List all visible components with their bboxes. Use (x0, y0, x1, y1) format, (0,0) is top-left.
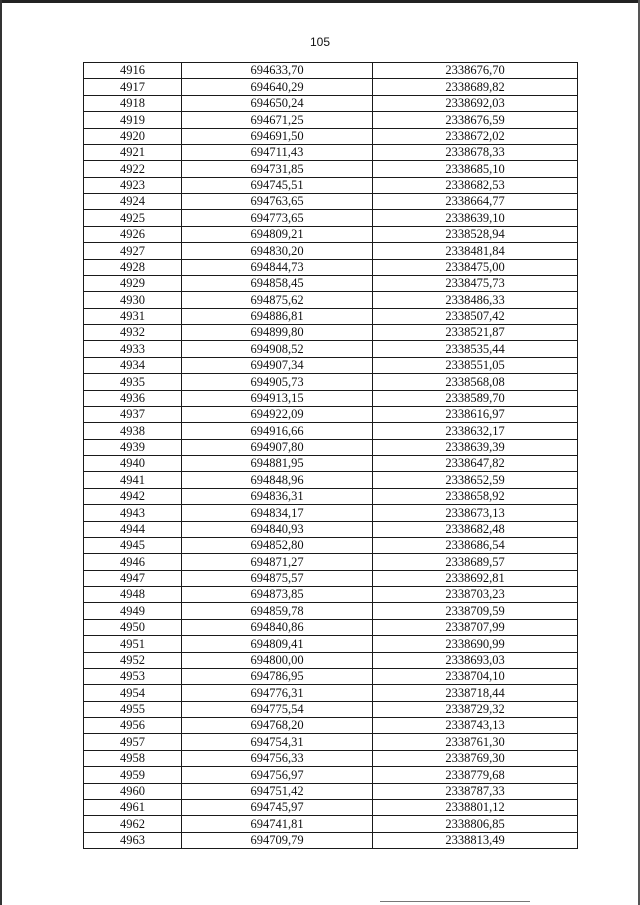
y-coordinate-cell: 2338589,70 (373, 390, 578, 406)
x-coordinate-cell: 694830,20 (182, 243, 373, 259)
y-coordinate-cell: 2338704,10 (373, 668, 578, 684)
table-row (84, 587, 578, 603)
table-row (84, 767, 578, 783)
y-coordinate-cell: 2338664,77 (373, 194, 578, 210)
x-coordinate-cell: 694640,29 (182, 79, 373, 95)
point-number-cell: 4936 (84, 390, 182, 406)
x-coordinate-cell: 694800,00 (182, 652, 373, 668)
point-number-cell: 4916 (84, 63, 182, 79)
x-coordinate-cell: 694834,17 (182, 505, 373, 521)
table-row (84, 603, 578, 619)
x-coordinate-cell: 694908,52 (182, 341, 373, 357)
scan-left-edge (0, 0, 2, 905)
point-number-cell: 4919 (84, 112, 182, 128)
table-row (84, 488, 578, 504)
point-number-cell: 4938 (84, 423, 182, 439)
point-number-cell: 4957 (84, 734, 182, 750)
table-row (84, 685, 578, 701)
point-number-cell: 4917 (84, 79, 182, 95)
table-row (84, 472, 578, 488)
table-row (84, 783, 578, 799)
y-coordinate-cell: 2338639,39 (373, 439, 578, 455)
point-number-cell: 4945 (84, 537, 182, 553)
point-number-cell: 4935 (84, 374, 182, 390)
point-number-cell: 4953 (84, 668, 182, 684)
point-number-cell: 4928 (84, 259, 182, 275)
y-coordinate-cell: 2338481,84 (373, 243, 578, 259)
x-coordinate-cell: 694756,97 (182, 767, 373, 783)
y-coordinate-cell: 2338743,13 (373, 718, 578, 734)
y-coordinate-cell: 2338521,87 (373, 325, 578, 341)
y-coordinate-cell: 2338689,57 (373, 554, 578, 570)
y-coordinate-cell: 2338690,99 (373, 636, 578, 652)
y-coordinate-cell: 2338673,13 (373, 505, 578, 521)
x-coordinate-cell: 694905,73 (182, 374, 373, 390)
table-row (84, 210, 578, 226)
x-coordinate-cell: 694671,25 (182, 112, 373, 128)
table-row (84, 456, 578, 472)
point-number-cell: 4952 (84, 652, 182, 668)
y-coordinate-cell: 2338689,82 (373, 79, 578, 95)
table-row (84, 79, 578, 95)
x-coordinate-cell: 694844,73 (182, 259, 373, 275)
point-number-cell: 4948 (84, 587, 182, 603)
point-number-cell: 4931 (84, 308, 182, 324)
x-coordinate-cell: 694709,79 (182, 832, 373, 848)
x-coordinate-cell: 694786,95 (182, 668, 373, 684)
y-coordinate-cell: 2338813,49 (373, 832, 578, 848)
table-row (84, 423, 578, 439)
x-coordinate-cell: 694840,93 (182, 521, 373, 537)
table-row (84, 570, 578, 586)
table-row (84, 718, 578, 734)
y-coordinate-cell: 2338676,70 (373, 63, 578, 79)
table-row (84, 816, 578, 832)
point-number-cell: 4951 (84, 636, 182, 652)
table-row (84, 390, 578, 406)
table-row (84, 537, 578, 553)
point-number-cell: 4941 (84, 472, 182, 488)
x-coordinate-cell: 694754,31 (182, 734, 373, 750)
point-number-cell: 4937 (84, 406, 182, 422)
table-row (84, 112, 578, 128)
y-coordinate-cell: 2338686,54 (373, 537, 578, 553)
table-row (84, 734, 578, 750)
point-number-cell: 4932 (84, 325, 182, 341)
y-coordinate-cell: 2338707,99 (373, 619, 578, 635)
table-row (84, 554, 578, 570)
table-row (84, 144, 578, 160)
y-coordinate-cell: 2338632,17 (373, 423, 578, 439)
table-row (84, 308, 578, 324)
x-coordinate-cell: 694633,70 (182, 63, 373, 79)
x-coordinate-cell: 694859,78 (182, 603, 373, 619)
point-number-cell: 4933 (84, 341, 182, 357)
table-row (84, 636, 578, 652)
point-number-cell: 4956 (84, 718, 182, 734)
y-coordinate-cell: 2338672,02 (373, 128, 578, 144)
point-number-cell: 4934 (84, 357, 182, 373)
y-coordinate-cell: 2338769,30 (373, 750, 578, 766)
point-number-cell: 4962 (84, 816, 182, 832)
y-coordinate-cell: 2338568,08 (373, 374, 578, 390)
y-coordinate-cell: 2338685,10 (373, 161, 578, 177)
y-coordinate-cell: 2338718,44 (373, 685, 578, 701)
point-number-cell: 4955 (84, 701, 182, 717)
x-coordinate-cell: 694913,15 (182, 390, 373, 406)
table-row (84, 374, 578, 390)
table-row (84, 799, 578, 815)
x-coordinate-cell: 694852,80 (182, 537, 373, 553)
point-number-cell: 4961 (84, 799, 182, 815)
y-coordinate-cell: 2338475,00 (373, 259, 578, 275)
table-row (84, 701, 578, 717)
x-coordinate-cell: 694858,45 (182, 275, 373, 291)
point-number-cell: 4922 (84, 161, 182, 177)
page-number: 105 (309, 35, 331, 49)
y-coordinate-cell: 2338475,73 (373, 275, 578, 291)
y-coordinate-cell: 2338658,92 (373, 488, 578, 504)
x-coordinate-cell: 694776,31 (182, 685, 373, 701)
table-row (84, 505, 578, 521)
x-coordinate-cell: 694922,09 (182, 406, 373, 422)
y-coordinate-cell: 2338652,59 (373, 472, 578, 488)
coordinates-table-body (84, 63, 578, 849)
y-coordinate-cell: 2338806,85 (373, 816, 578, 832)
x-coordinate-cell: 694809,41 (182, 636, 373, 652)
x-coordinate-cell: 694836,31 (182, 488, 373, 504)
table-row (84, 259, 578, 275)
point-number-cell: 4923 (84, 177, 182, 193)
table-row (84, 177, 578, 193)
table-row (84, 325, 578, 341)
table-row (84, 832, 578, 848)
y-coordinate-cell: 2338528,94 (373, 226, 578, 242)
point-number-cell: 4926 (84, 226, 182, 242)
y-coordinate-cell: 2338676,59 (373, 112, 578, 128)
x-coordinate-cell: 694873,85 (182, 587, 373, 603)
y-coordinate-cell: 2338682,48 (373, 521, 578, 537)
x-coordinate-cell: 694848,96 (182, 472, 373, 488)
table-row (84, 194, 578, 210)
x-coordinate-cell: 694773,65 (182, 210, 373, 226)
scan-top-edge (0, 0, 640, 3)
x-coordinate-cell: 694886,81 (182, 308, 373, 324)
x-coordinate-cell: 694907,80 (182, 439, 373, 455)
x-coordinate-cell: 694875,62 (182, 292, 373, 308)
table-row (84, 95, 578, 111)
x-coordinate-cell: 694745,51 (182, 177, 373, 193)
table-row (84, 63, 578, 79)
x-coordinate-cell: 694871,27 (182, 554, 373, 570)
x-coordinate-cell: 694768,20 (182, 718, 373, 734)
y-coordinate-cell: 2338486,33 (373, 292, 578, 308)
point-number-cell: 4959 (84, 767, 182, 783)
table-row (84, 357, 578, 373)
table-row (84, 750, 578, 766)
point-number-cell: 4927 (84, 243, 182, 259)
y-coordinate-cell: 2338703,23 (373, 587, 578, 603)
y-coordinate-cell: 2338801,12 (373, 799, 578, 815)
point-number-cell: 4949 (84, 603, 182, 619)
y-coordinate-cell: 2338551,05 (373, 357, 578, 373)
point-number-cell: 4925 (84, 210, 182, 226)
table-row (84, 439, 578, 455)
y-coordinate-cell: 2338761,30 (373, 734, 578, 750)
point-number-cell: 4944 (84, 521, 182, 537)
point-number-cell: 4954 (84, 685, 182, 701)
x-coordinate-cell: 694916,66 (182, 423, 373, 439)
point-number-cell: 4940 (84, 456, 182, 472)
point-number-cell: 4918 (84, 95, 182, 111)
y-coordinate-cell: 2338535,44 (373, 341, 578, 357)
x-coordinate-cell: 694731,85 (182, 161, 373, 177)
x-coordinate-cell: 694899,80 (182, 325, 373, 341)
point-number-cell: 4947 (84, 570, 182, 586)
table-row (84, 341, 578, 357)
x-coordinate-cell: 694763,65 (182, 194, 373, 210)
x-coordinate-cell: 694756,33 (182, 750, 373, 766)
scan-bottom-line (380, 901, 530, 902)
point-number-cell: 4943 (84, 505, 182, 521)
table-row (84, 668, 578, 684)
y-coordinate-cell: 2338678,33 (373, 144, 578, 160)
table-row (84, 128, 578, 144)
x-coordinate-cell: 694745,97 (182, 799, 373, 815)
x-coordinate-cell: 694875,57 (182, 570, 373, 586)
point-number-cell: 4939 (84, 439, 182, 455)
y-coordinate-cell: 2338709,59 (373, 603, 578, 619)
x-coordinate-cell: 694650,24 (182, 95, 373, 111)
x-coordinate-cell: 694691,50 (182, 128, 373, 144)
table-row (84, 161, 578, 177)
y-coordinate-cell: 2338729,32 (373, 701, 578, 717)
y-coordinate-cell: 2338507,42 (373, 308, 578, 324)
y-coordinate-cell: 2338692,03 (373, 95, 578, 111)
y-coordinate-cell: 2338639,10 (373, 210, 578, 226)
point-number-cell: 4924 (84, 194, 182, 210)
y-coordinate-cell: 2338692,81 (373, 570, 578, 586)
point-number-cell: 4960 (84, 783, 182, 799)
point-number-cell: 4963 (84, 832, 182, 848)
x-coordinate-cell: 694809,21 (182, 226, 373, 242)
point-number-cell: 4942 (84, 488, 182, 504)
coordinates-table (83, 62, 578, 849)
y-coordinate-cell: 2338647,82 (373, 456, 578, 472)
point-number-cell: 4921 (84, 144, 182, 160)
x-coordinate-cell: 694711,43 (182, 144, 373, 160)
y-coordinate-cell: 2338779,68 (373, 767, 578, 783)
table-row (84, 226, 578, 242)
point-number-cell: 4946 (84, 554, 182, 570)
point-number-cell: 4930 (84, 292, 182, 308)
table-row (84, 406, 578, 422)
y-coordinate-cell: 2338693,03 (373, 652, 578, 668)
x-coordinate-cell: 694751,42 (182, 783, 373, 799)
y-coordinate-cell: 2338682,53 (373, 177, 578, 193)
table-row (84, 652, 578, 668)
point-number-cell: 4920 (84, 128, 182, 144)
x-coordinate-cell: 694840,86 (182, 619, 373, 635)
x-coordinate-cell: 694881,95 (182, 456, 373, 472)
point-number-cell: 4958 (84, 750, 182, 766)
x-coordinate-cell: 694775,54 (182, 701, 373, 717)
x-coordinate-cell: 694907,34 (182, 357, 373, 373)
table-row (84, 619, 578, 635)
table-row (84, 521, 578, 537)
y-coordinate-cell: 2338787,33 (373, 783, 578, 799)
y-coordinate-cell: 2338616,97 (373, 406, 578, 422)
point-number-cell: 4950 (84, 619, 182, 635)
table-row (84, 243, 578, 259)
point-number-cell: 4929 (84, 275, 182, 291)
x-coordinate-cell: 694741,81 (182, 816, 373, 832)
table-row (84, 292, 578, 308)
table-row (84, 275, 578, 291)
